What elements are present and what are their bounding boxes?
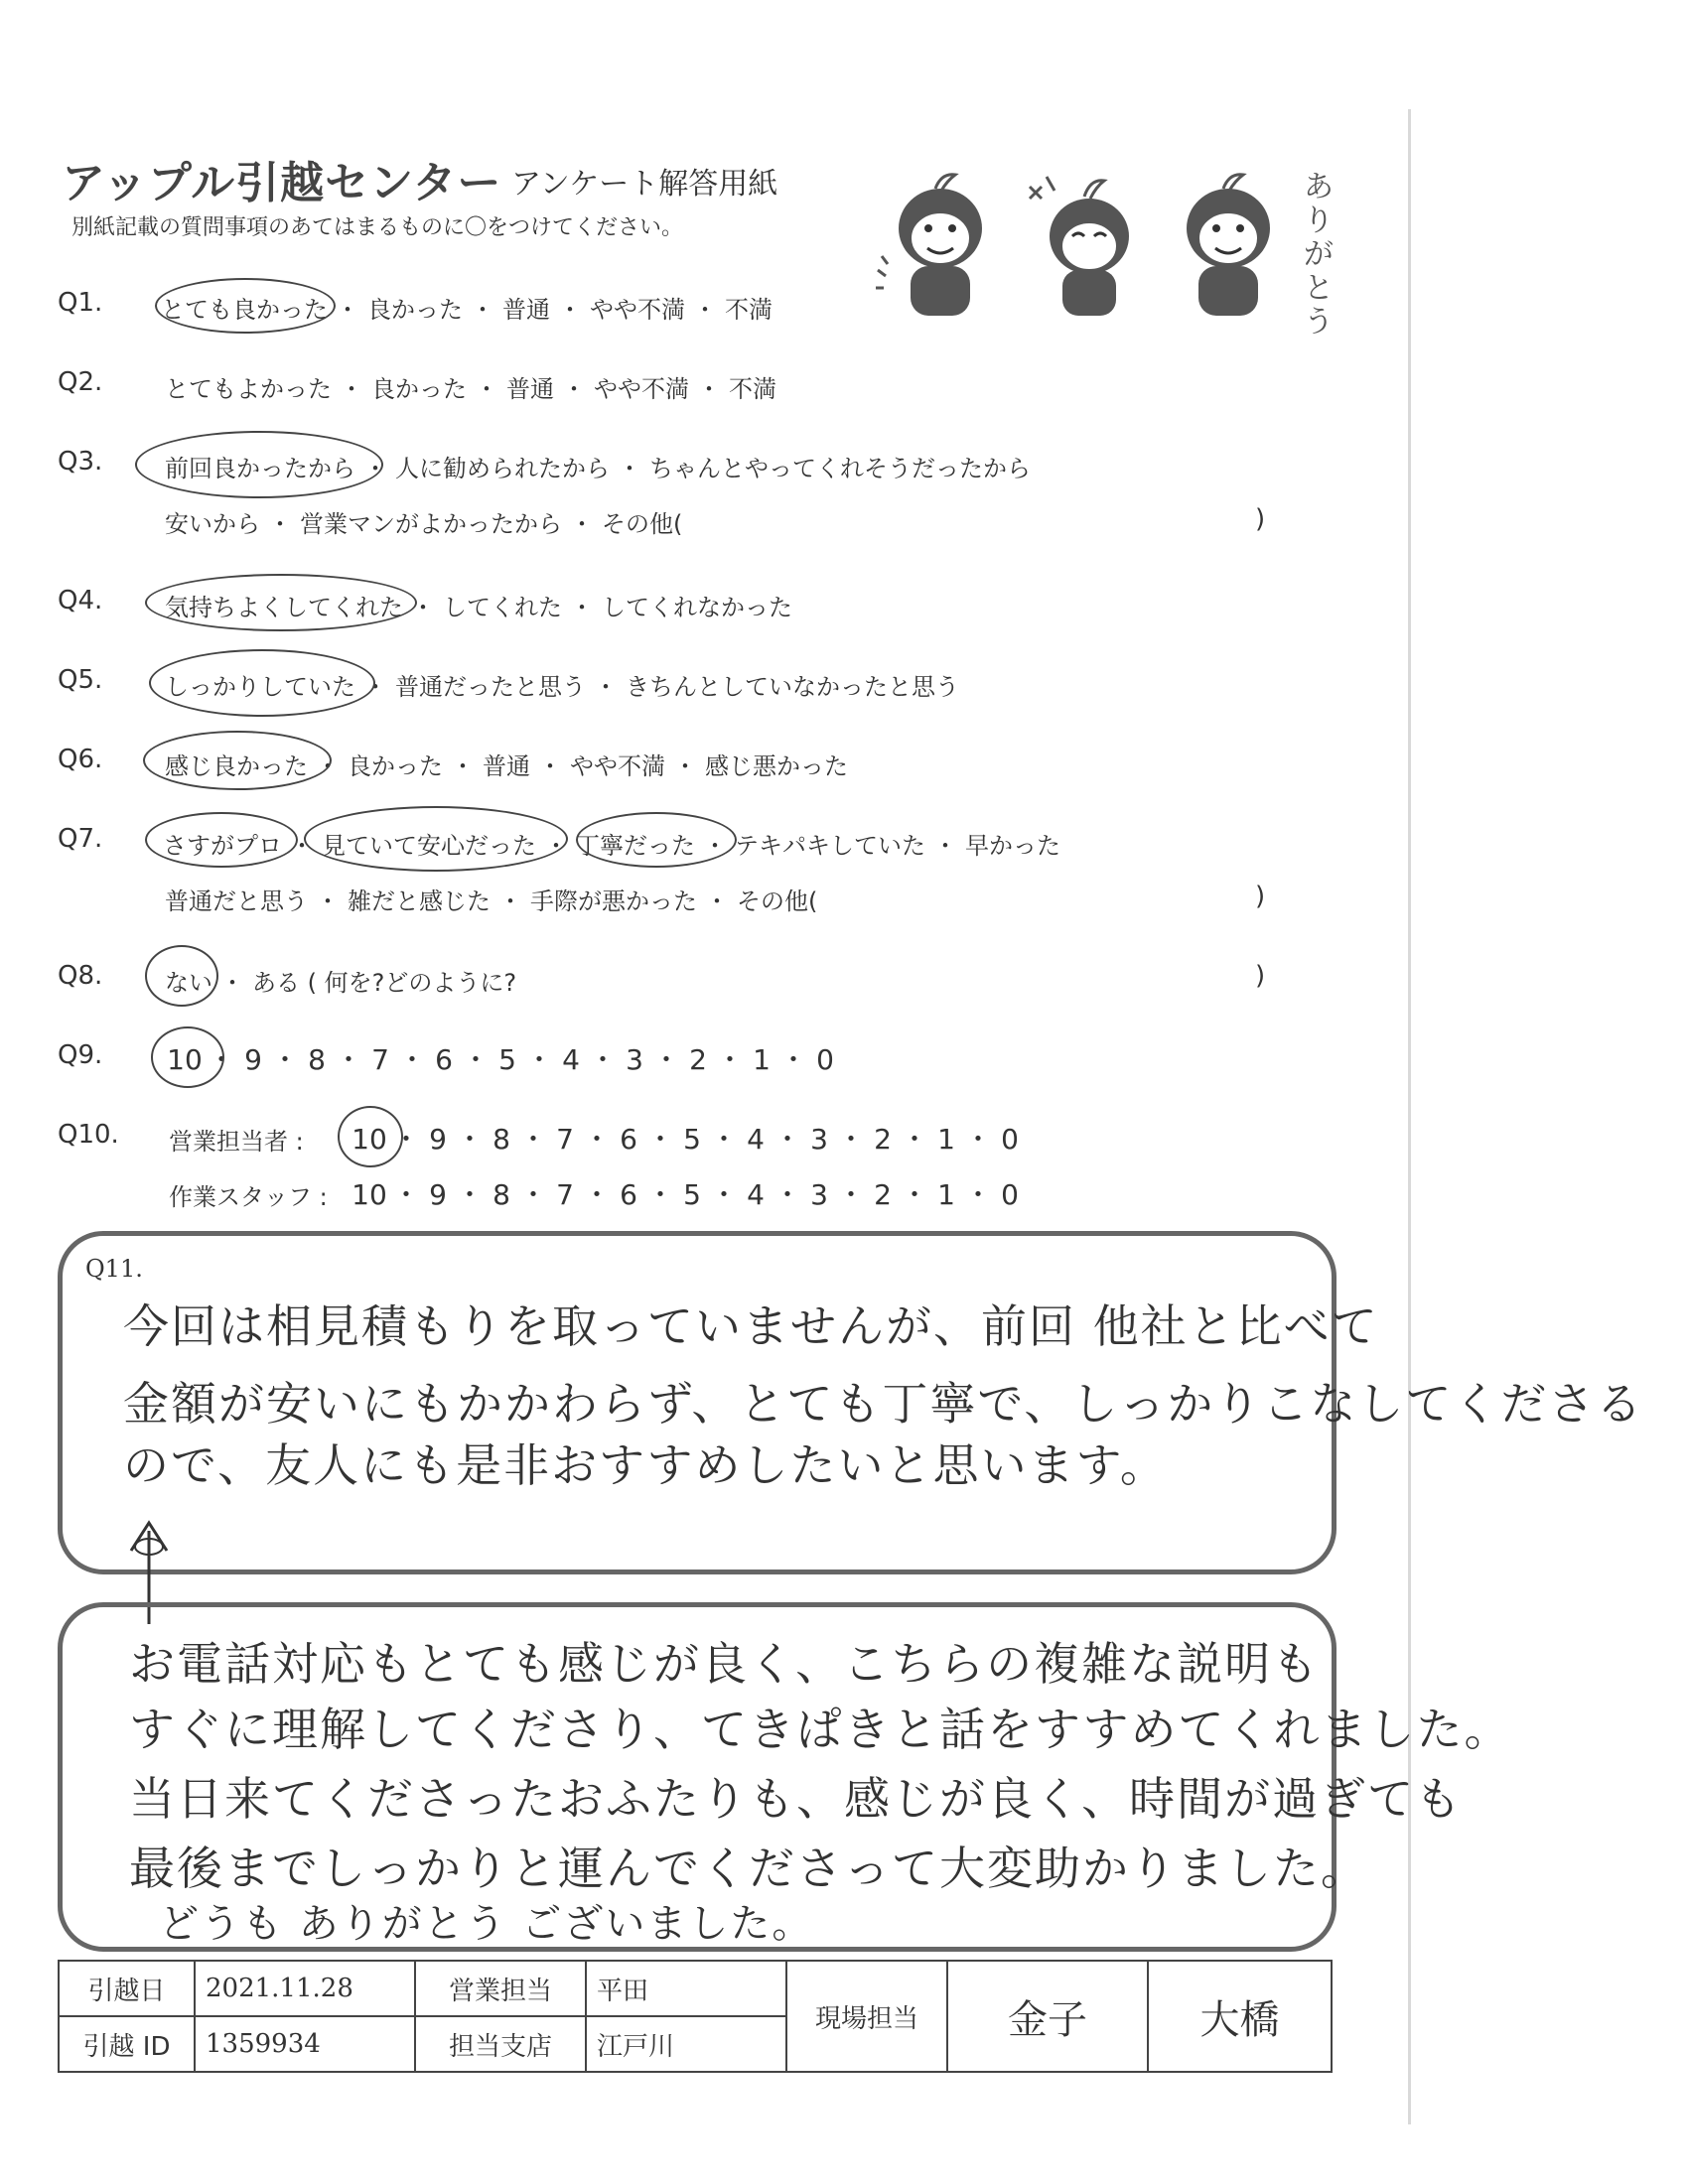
q5-options: しっかりしていた ・ 普通だったと思う ・ きちんとしていなかったと思う — [165, 673, 959, 701]
branch-value[interactable]: 江戸川 — [586, 2016, 786, 2072]
q5-option[interactable]: しっかりしていた — [165, 673, 355, 701]
q5-option[interactable]: きちんとしていなかったと思う — [626, 673, 959, 701]
q1-option[interactable]: やや不満 — [590, 296, 685, 324]
q9-score[interactable]: 9 — [244, 1043, 262, 1076]
q9-score[interactable]: 5 — [498, 1043, 516, 1076]
q11-comment-line: ので、友人にも是非おすすめしたいと思います。 — [123, 1438, 1168, 1492]
q7-options-line2: 普通だと思う ・ 雑だと感じた ・ 手際が悪かった ・ その他( — [165, 887, 818, 915]
q3-options-line2: 安いから ・ 営業マンがよかったから ・ その他( — [165, 510, 683, 538]
q9-score[interactable]: 3 — [626, 1043, 643, 1076]
q6-option[interactable]: 良かった — [348, 752, 443, 780]
q3-option[interactable]: 安いから — [165, 510, 260, 538]
q11-comment-line: お電話対応もとても感じが良く、こちらの複雑な説明も — [129, 1637, 1321, 1691]
q7-close-paren: ) — [1255, 882, 1266, 911]
q9-score[interactable]: 10 — [167, 1043, 203, 1076]
q9-score[interactable]: 4 — [562, 1043, 580, 1076]
sales-rep-label: 営業担当 — [415, 1961, 586, 2016]
q3-option[interactable]: 人に勧められたから — [395, 455, 610, 482]
move-id-label: 引越 ID — [59, 2016, 195, 2072]
q6-option[interactable]: 感じ悪かった — [705, 752, 848, 780]
thanks-text: ありがとう — [1304, 170, 1334, 340]
q4-option[interactable]: 気持ちよくしてくれた — [165, 594, 403, 621]
q10-sales-score[interactable]: 6 — [620, 1123, 637, 1156]
q11-comment-line: 当日来てくださったおふたりも、感じが良く、時間が過ぎても — [129, 1772, 1464, 1826]
q8-option[interactable]: ある ( 何を?どのように? — [252, 969, 517, 997]
gorilla-mascot-icon — [1025, 167, 1154, 326]
q10-sales-score[interactable]: 2 — [874, 1123, 892, 1156]
q10-sales-score[interactable]: 7 — [556, 1123, 574, 1156]
q7-option[interactable]: 雑だと感じた — [348, 887, 491, 915]
site-staff-signature[interactable]: 金子 — [947, 1961, 1148, 2072]
q10-staff-label: 作業スタッフ : — [169, 1183, 328, 1211]
q2-option[interactable]: 良かった — [371, 375, 467, 403]
q10-sales-score[interactable]: 4 — [747, 1123, 765, 1156]
q3-option[interactable]: 営業マンがよかったから — [300, 510, 562, 538]
q4-selection-circle — [145, 574, 417, 631]
q7-option[interactable]: 早かった — [965, 832, 1060, 860]
instruction-text: 別紙記載の質問事項のあてはまるものに〇をつけてください。 — [71, 215, 684, 240]
form-title: アンケート解答用紙 — [511, 167, 778, 202]
q3-selection-circle — [135, 431, 383, 498]
q7-option[interactable]: 見ていて安心だった — [322, 832, 536, 860]
q1-option[interactable]: 普通 — [502, 296, 550, 324]
q2-option[interactable]: とてもよかった — [165, 375, 332, 403]
q7-options-line1: さすがプロ ・ 見ていて安心だった ・ 丁寧だった ・ テキパキしていた ・ 早かった — [163, 832, 1060, 860]
q4-options: 気持ちよくしてくれた ・ してくれた ・ してくれなかった — [165, 594, 792, 621]
q11-label: Q11. — [85, 1255, 143, 1283]
q8-close-paren: ) — [1255, 961, 1266, 991]
q10-staff-score[interactable]: 1 — [937, 1178, 955, 1211]
site-staff-label: 現場担当 — [786, 1961, 947, 2072]
q10-sales-label: 営業担当者 : — [169, 1128, 304, 1156]
q10-label: Q10. — [58, 1120, 119, 1150]
q1-label: Q1. — [58, 288, 103, 318]
q10-staff-score[interactable]: 7 — [556, 1178, 574, 1211]
q5-option[interactable]: 普通だったと思う — [395, 673, 586, 701]
q5-selection-circle — [149, 649, 375, 717]
q9-label: Q9. — [58, 1040, 103, 1070]
move-date-value[interactable]: 2021.11.28 — [195, 1961, 415, 2016]
q1-option[interactable]: 良かった — [367, 296, 463, 324]
q6-option[interactable]: 普通 — [483, 752, 530, 780]
q3-label: Q3. — [58, 447, 103, 477]
q11-comment-line: 今回は相見積もりを取っていませんが、前回 他社と比べて — [123, 1299, 1379, 1353]
move-date-label: 引越日 — [59, 1961, 195, 2016]
q4-label: Q4. — [58, 586, 103, 615]
q8-label: Q8. — [58, 961, 103, 991]
q10-staff-score[interactable]: 6 — [620, 1178, 637, 1211]
q9-score[interactable]: 6 — [435, 1043, 453, 1076]
q7-option[interactable]: テキパキしていた — [735, 832, 925, 860]
q11-comment-line: 最後までしっかりと運んでくださって大変助かりました。 — [129, 1842, 1368, 1895]
q10-staff-score[interactable]: 0 — [1001, 1178, 1019, 1211]
q9-score[interactable]: 8 — [308, 1043, 326, 1076]
q2-option[interactable]: 普通 — [506, 375, 554, 403]
q11-comment-line: 金額が安いにもかかわらず、とても丁寧で、しっかりこなしてくださる — [123, 1377, 1644, 1431]
q10-staff-scale: 10 ・ 9 ・ 8 ・ 7 ・ 6 ・ 5 ・ 4 ・ 3 ・ 2 ・ 1 ・ 0 — [352, 1173, 1023, 1213]
q10-staff-score[interactable]: 3 — [810, 1178, 828, 1211]
q10-staff-score[interactable]: 2 — [874, 1178, 892, 1211]
q3-options-line1: 前回良かったから ・ 人に勧められたから ・ ちゃんとやってくれそうだったから — [165, 455, 1031, 482]
q10-staff-score[interactable]: 5 — [683, 1178, 701, 1211]
q8-option[interactable]: ない — [165, 969, 212, 997]
q1-selection-circle — [155, 278, 336, 334]
q10-sales-scale: 10 ・ 9 ・ 8 ・ 7 ・ 6 ・ 5 ・ 4 ・ 3 ・ 2 ・ 1 ・ 0 — [352, 1118, 1023, 1158]
company-name: アップル引越センター — [62, 158, 502, 208]
q9-selection-circle — [151, 1026, 224, 1088]
q1-option[interactable]: とても良かった — [161, 296, 328, 324]
q6-label: Q6. — [58, 745, 103, 774]
q1-options: とても良かった ・ 良かった ・ 普通 ・ やや不満 ・ 不満 — [161, 296, 773, 324]
q10-sales-score[interactable]: 1 — [937, 1123, 955, 1156]
q7-option[interactable]: 普通だと思う — [165, 887, 308, 915]
q9-scale: 10 ・ 9 ・ 8 ・ 7 ・ 6 ・ 5 ・ 4 ・ 3 ・ 2 ・ 1 ・ 0 — [167, 1038, 838, 1078]
q6-options: 感じ良かった ・ 良かった ・ 普通 ・ やや不満 ・ 感じ悪かった — [165, 752, 848, 780]
q10-sales-score[interactable]: 8 — [492, 1123, 510, 1156]
q7-selection-circle — [145, 812, 298, 868]
q7-selection-circle — [304, 806, 568, 872]
q8-options: ない ・ ある ( 何を?どのように? — [165, 969, 517, 997]
q2-option[interactable]: 不満 — [729, 375, 776, 403]
q9-score[interactable]: 1 — [753, 1043, 771, 1076]
move-info-table — [58, 1960, 1333, 2073]
q5-label: Q5. — [58, 665, 103, 695]
branch-label: 担当支店 — [415, 2016, 586, 2072]
q3-close-paren: ) — [1255, 504, 1266, 534]
q10-staff-score[interactable]: 8 — [492, 1178, 510, 1211]
q2-option[interactable]: やや不満 — [594, 375, 689, 403]
gorilla-mascot-icon — [876, 167, 1005, 326]
q10-sales-score[interactable]: 5 — [683, 1123, 701, 1156]
q3-option[interactable]: 前回良かったから — [165, 455, 355, 482]
q9-score[interactable]: 0 — [816, 1043, 834, 1076]
q2-label: Q2. — [58, 367, 103, 397]
q8-selection-circle — [145, 945, 218, 1007]
q9-score[interactable]: 7 — [371, 1043, 389, 1076]
q7-selection-circle — [576, 812, 737, 868]
q10-sales-selection-circle — [338, 1106, 403, 1167]
q11-comment-line: すぐに理解してくださり、てきぱきと話をすすめてくれました。 — [129, 1703, 1512, 1756]
q9-score[interactable]: 2 — [689, 1043, 707, 1076]
q3-option-other[interactable]: その他( — [602, 510, 683, 538]
q10-sales-score[interactable]: 9 — [429, 1123, 447, 1156]
q11-comment-line: どうも ありがとう ございました。 — [159, 1901, 814, 1947]
site-staff-signature[interactable]: 大橋 — [1148, 1961, 1332, 2072]
q7-label: Q7. — [58, 824, 103, 854]
q7-option[interactable]: さすがプロ — [163, 832, 282, 860]
q6-selection-circle — [143, 731, 332, 790]
q6-option[interactable]: 感じ良かった — [165, 752, 308, 780]
q4-option[interactable]: してくれた — [443, 594, 562, 621]
q7-option-other[interactable]: その他( — [737, 887, 818, 915]
q10-staff-score[interactable]: 10 — [352, 1178, 387, 1211]
q10-sales-score[interactable]: 0 — [1001, 1123, 1019, 1156]
q2-options: とてもよかった ・ 良かった ・ 普通 ・ やや不満 ・ 不満 — [165, 375, 776, 403]
q4-option[interactable]: してくれなかった — [602, 594, 792, 621]
q6-option[interactable]: やや不満 — [570, 752, 665, 780]
q10-staff-score[interactable]: 4 — [747, 1178, 765, 1211]
q7-option[interactable]: 手際が悪かった — [530, 887, 697, 915]
q10-sales-score[interactable]: 10 — [352, 1123, 387, 1156]
q3-option[interactable]: ちゃんとやってくれそうだったから — [649, 455, 1031, 482]
move-id-value[interactable]: 1359934 — [195, 2016, 415, 2072]
q10-staff-score[interactable]: 9 — [429, 1178, 447, 1211]
q1-option[interactable]: 不満 — [725, 296, 773, 324]
q7-option[interactable]: 丁寧だった — [576, 832, 695, 860]
sales-rep-value[interactable]: 平田 — [586, 1961, 786, 2016]
q10-sales-score[interactable]: 3 — [810, 1123, 828, 1156]
gorilla-mascot-icon — [1164, 167, 1293, 326]
